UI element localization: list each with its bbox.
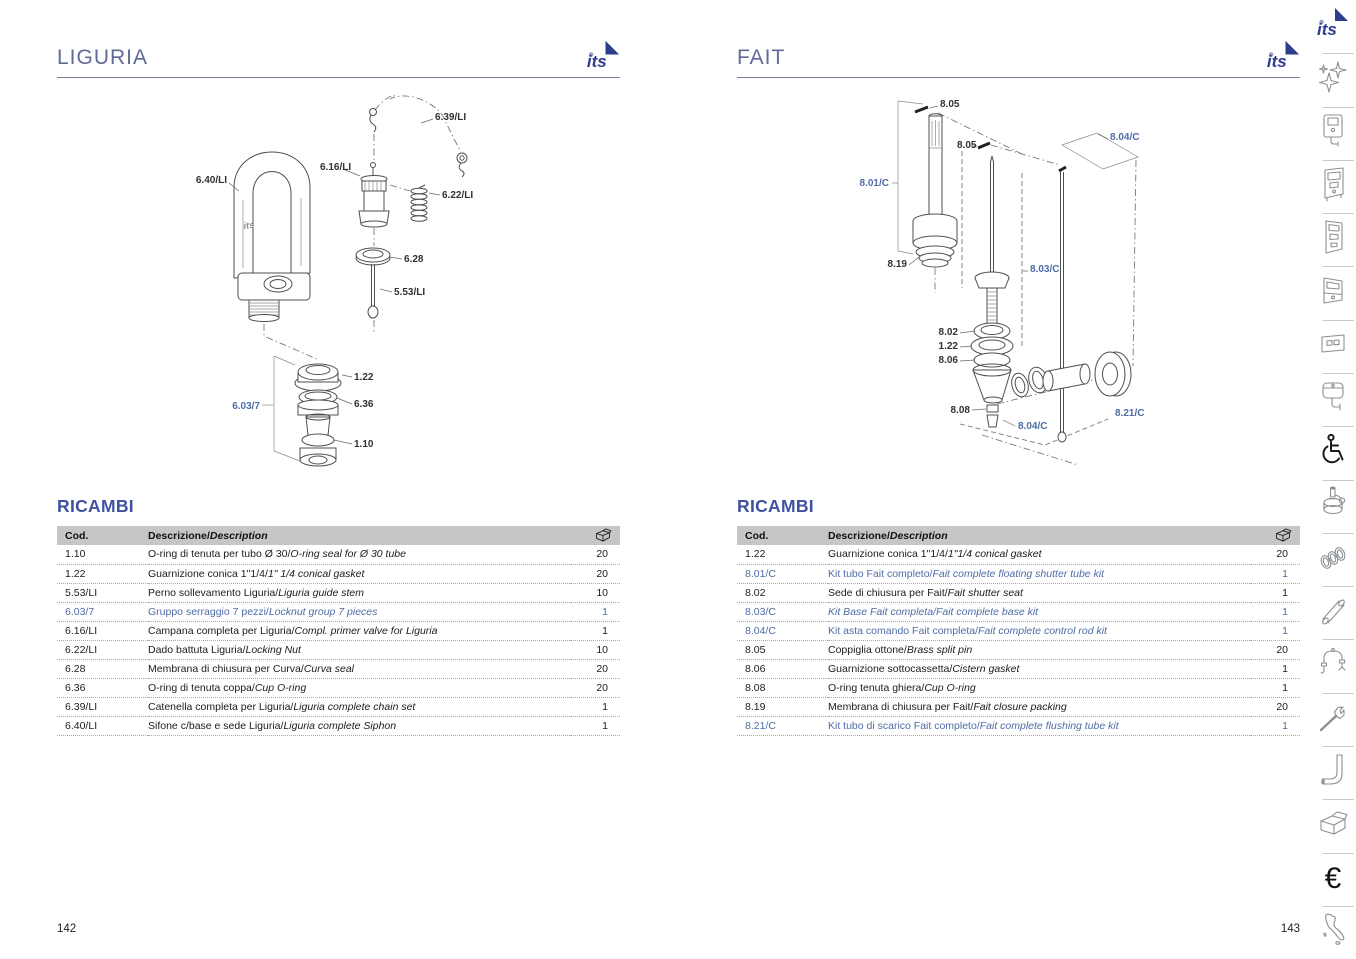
- sidebar-tab-carton-box[interactable]: [1310, 799, 1356, 852]
- cell-description: Dado battuta Liguria/Locking Nut: [148, 643, 301, 656]
- cell-description: Sifone c/base e sede Liguria/Liguria complete Siphon: [148, 719, 397, 732]
- diagram-callout: 5.53/LI: [394, 287, 426, 298]
- cell-qty: 1: [1282, 586, 1288, 599]
- table-row: [57, 659, 620, 678]
- exposed-cistern-icon: [1317, 378, 1349, 421]
- cell-code: 8.19: [745, 700, 766, 713]
- sidebar-tab-install-frame[interactable]: [1310, 160, 1356, 213]
- cell-code: 6.36: [65, 681, 86, 694]
- diagram-callout: 6.16/LI: [320, 162, 352, 173]
- diagram-callout: 6.36: [354, 399, 374, 410]
- diagram-callout: 8.06: [938, 355, 958, 366]
- diagram-callout: 6.28: [404, 254, 424, 265]
- cell-qty: 1: [602, 719, 608, 732]
- cell-description: Campana completa per Liguria/Compl. primer valve for Liguria: [148, 624, 438, 637]
- cell-code: 6.39/LI: [65, 700, 98, 713]
- faucet-icon: [1317, 645, 1349, 688]
- cell-code: 8.05: [745, 643, 766, 656]
- cell-qty: 20: [596, 662, 608, 675]
- carton-box-icon: [1317, 804, 1349, 847]
- title-rule: [57, 77, 620, 78]
- sidebar-tab-faucet[interactable]: [1310, 639, 1356, 692]
- cell-description: Catenella completa per Liguria/Liguria complete chain set: [148, 700, 416, 713]
- cistern-module-icon: [1317, 272, 1349, 315]
- cell-description: Perno sollevamento Liguria/Liguria guide stem: [148, 586, 364, 599]
- diagram-callout: 8.01/C: [859, 178, 889, 189]
- cell-code: 6.28: [65, 662, 86, 675]
- cell-code: 8.02: [745, 586, 766, 599]
- table-row: [737, 697, 1300, 716]
- diagram-callout: 6.39/LI: [435, 112, 467, 123]
- package-box-icon: [594, 528, 612, 545]
- install-frame-tall-icon: [1317, 218, 1349, 261]
- table-row: [737, 678, 1300, 697]
- cell-qty: 20: [596, 548, 608, 561]
- cell-description: Kit Base Fait completa/Fait complete base kit: [828, 605, 1039, 618]
- cell-description: Guarnizione sottocassetta/Cistern gasket: [828, 662, 1020, 675]
- cell-description: Kit tubo Fait completo/Fait complete floating shutter tube kit: [828, 567, 1105, 580]
- cell-qty: 1: [1282, 681, 1288, 694]
- cell-qty: 20: [596, 681, 608, 694]
- cell-description: Kit asta comando Fait completa/Fait complete control rod kit: [828, 624, 1107, 637]
- cell-qty: 1: [1282, 662, 1288, 675]
- column-header-code: Cod.: [65, 529, 89, 542]
- table-row: [57, 564, 620, 583]
- cell-description: Kit tubo di scarico Fait completo/Fait complete flushing tube kit: [828, 719, 1119, 732]
- cell-description: Guarnizione conica 1"1/4/1"1/4 conical gasket: [828, 548, 1042, 561]
- cell-qty: 1: [1282, 567, 1288, 580]
- cell-qty: 1: [1282, 605, 1288, 618]
- svg-text:its: its: [1317, 20, 1337, 40]
- pipe-tube-icon: [1317, 591, 1349, 634]
- sidebar-tab-gasket-set[interactable]: [1310, 533, 1356, 586]
- cell-qty: 20: [1276, 643, 1288, 656]
- table-row: [737, 621, 1300, 640]
- spare-parts-table: [737, 526, 1300, 736]
- table-header-row: [57, 526, 620, 545]
- sidebar-tab-wrench[interactable]: [1310, 693, 1356, 746]
- table-row: [57, 602, 620, 621]
- table-row: [57, 716, 620, 735]
- diagram-callout: 8.08: [950, 405, 970, 416]
- section-heading: RICAMBI: [57, 496, 134, 516]
- sidebar-tab-exposed-cistern[interactable]: [1310, 373, 1356, 426]
- table-body: [57, 545, 620, 735]
- table-row: [737, 716, 1300, 735]
- install-frame-icon: [1317, 165, 1349, 208]
- cell-description: O-ring di tenuta per tubo Ø 30/O-ring seal for Ø 30 tube: [148, 548, 406, 561]
- page-number: 143: [1280, 923, 1300, 935]
- cell-code: 8.01/C: [745, 567, 776, 580]
- diagram-callout: 8.19: [887, 259, 907, 270]
- spare-parts-table: [57, 526, 620, 736]
- cell-qty: 1: [602, 605, 608, 618]
- cell-qty: 1: [1282, 624, 1288, 637]
- sidebar-tab-euro[interactable]: [1310, 853, 1356, 906]
- cell-code: 6.22/LI: [65, 643, 98, 656]
- table-body: [737, 545, 1300, 735]
- page-number: 142: [57, 923, 77, 935]
- diagram-callout: 1.22: [354, 372, 374, 383]
- table-row: [57, 697, 620, 716]
- table-row: [737, 564, 1300, 583]
- sidebar-tab-sparkles[interactable]: [1310, 53, 1356, 106]
- title-rule: [737, 77, 1300, 78]
- page-liguria: [57, 0, 620, 959]
- its-logo: [1317, 5, 1349, 48]
- svg-text:its: its: [586, 52, 607, 71]
- cell-description: Coppiglia ottone/Brass split pin: [828, 643, 973, 656]
- cell-qty: 1: [1282, 719, 1288, 732]
- sidebar-tab-italy-map[interactable]: [1310, 906, 1356, 959]
- cell-description: Membrana di chiusura per Curva/Curva seal: [148, 662, 355, 675]
- cell-code: 1.22: [745, 548, 766, 561]
- column-header-qty: [570, 526, 620, 545]
- cell-description: O-ring tenuta ghiera/Cup O-ring: [828, 681, 976, 694]
- liguria-exploded-diagram: [57, 88, 497, 488]
- cell-code: 6.03/7: [65, 605, 95, 618]
- sidebar-tab-its-logo[interactable]: [1310, 0, 1356, 53]
- table-row: [57, 545, 620, 564]
- table-row: [737, 640, 1300, 659]
- column-header-description: Descrizione/Description: [148, 529, 268, 542]
- sidebar-tab-install-frame-tall[interactable]: [1310, 213, 1356, 266]
- its-logo: [586, 40, 620, 74]
- drain-valve-icon: [1317, 485, 1349, 528]
- diagram-callout: 8.21/C: [1115, 408, 1145, 419]
- package-box-icon: [1274, 528, 1292, 545]
- cell-code: 6.40/LI: [65, 719, 98, 732]
- cell-qty: 20: [1276, 700, 1288, 713]
- diagram-callout: 8.04/C: [1110, 132, 1140, 143]
- sidebar-tab-drain-valve[interactable]: [1310, 480, 1356, 533]
- cell-code: 1.22: [65, 567, 86, 580]
- cell-description: Gruppo serraggio 7 pezzi/Locknut group 7 pieces: [148, 605, 378, 618]
- page-title: LIGURIA: [57, 46, 149, 69]
- cell-code: 6.16/LI: [65, 624, 98, 637]
- elbow-pipe-icon: [1317, 751, 1349, 794]
- section-heading: RICAMBI: [737, 496, 814, 516]
- wrench-icon: [1317, 698, 1349, 741]
- cell-description: Sede di chiusura per Fait/Fait shutter seat: [828, 586, 1023, 599]
- sidebar-tab-concealed-cistern[interactable]: [1310, 107, 1356, 160]
- cell-qty: 1: [602, 624, 608, 637]
- diagram-callout: 6.40/LI: [195, 175, 227, 186]
- table-row: [737, 602, 1300, 621]
- cell-description: O-ring di tenuta coppa/Cup O-ring: [148, 681, 307, 694]
- diagram-callout: 6.22/LI: [442, 190, 474, 201]
- sparkles-icon: [1317, 58, 1349, 101]
- cell-code: 1.10: [65, 548, 86, 561]
- diagram-callout: 1.22: [938, 341, 958, 352]
- italy-map-icon: [1317, 911, 1349, 954]
- column-header-qty: [1250, 526, 1300, 545]
- svg-text:its: its: [1266, 52, 1287, 71]
- brand-watermark: its: [242, 219, 255, 231]
- cell-code: 5.53/LI: [65, 586, 98, 599]
- diagram-callout: 8.02: [938, 327, 958, 338]
- page-fait: [737, 0, 1300, 959]
- table-row: [737, 545, 1300, 564]
- diagram-callout: 1.10: [354, 439, 374, 450]
- table-row: [737, 659, 1300, 678]
- fait-exploded-diagram: [845, 88, 1175, 488]
- diagram-callout: 8.05: [940, 99, 960, 110]
- column-header-description: Descrizione/Description: [828, 529, 948, 542]
- sidebar-tab-elbow-pipe[interactable]: [1310, 746, 1356, 799]
- euro-icon: €: [1324, 862, 1342, 896]
- table-row: [57, 583, 620, 602]
- sidebar-tab-cistern-module[interactable]: [1310, 266, 1356, 319]
- cell-description: Membrana di chiusura per Fait/Fait closure packing: [828, 700, 1067, 713]
- its-logo: [1266, 40, 1300, 74]
- cell-qty: 20: [1276, 548, 1288, 561]
- cell-qty: 10: [596, 586, 608, 599]
- category-sidebar: [1310, 0, 1356, 959]
- table-row: [57, 621, 620, 640]
- cell-qty: 20: [596, 567, 608, 580]
- cell-description: Guarnizione conica 1"1/4/1" 1/4 conical gasket: [148, 567, 365, 580]
- table-header-row: [737, 526, 1300, 545]
- diagram-callout: 8.03/C: [1030, 264, 1060, 275]
- cell-code: 8.06: [745, 662, 766, 675]
- column-header-code: Cod.: [745, 529, 769, 542]
- gasket-set-icon: [1317, 538, 1349, 581]
- sidebar-tab-pipe-tube[interactable]: [1310, 586, 1356, 639]
- page-title: FAIT: [737, 46, 786, 69]
- concealed-cistern-icon: [1317, 112, 1349, 155]
- cell-code: 8.04/C: [745, 624, 776, 637]
- cell-qty: 10: [596, 643, 608, 656]
- diagram-callout: 6.03/7: [232, 401, 260, 412]
- diagram-callout: 8.04/C: [1018, 421, 1048, 432]
- cell-code: 8.08: [745, 681, 766, 694]
- sidebar-tab-wheelchair[interactable]: [1310, 426, 1356, 479]
- table-row: [57, 678, 620, 697]
- cell-code: 8.03/C: [745, 605, 776, 618]
- table-row: [737, 583, 1300, 602]
- sidebar-tab-flush-plate[interactable]: [1310, 320, 1356, 373]
- flush-plate-icon: [1317, 325, 1349, 368]
- table-row: [57, 640, 620, 659]
- cell-code: 8.21/C: [745, 719, 776, 732]
- wheelchair-icon: [1317, 431, 1349, 474]
- cell-qty: 1: [602, 700, 608, 713]
- diagram-callout: 8.05: [957, 140, 977, 151]
